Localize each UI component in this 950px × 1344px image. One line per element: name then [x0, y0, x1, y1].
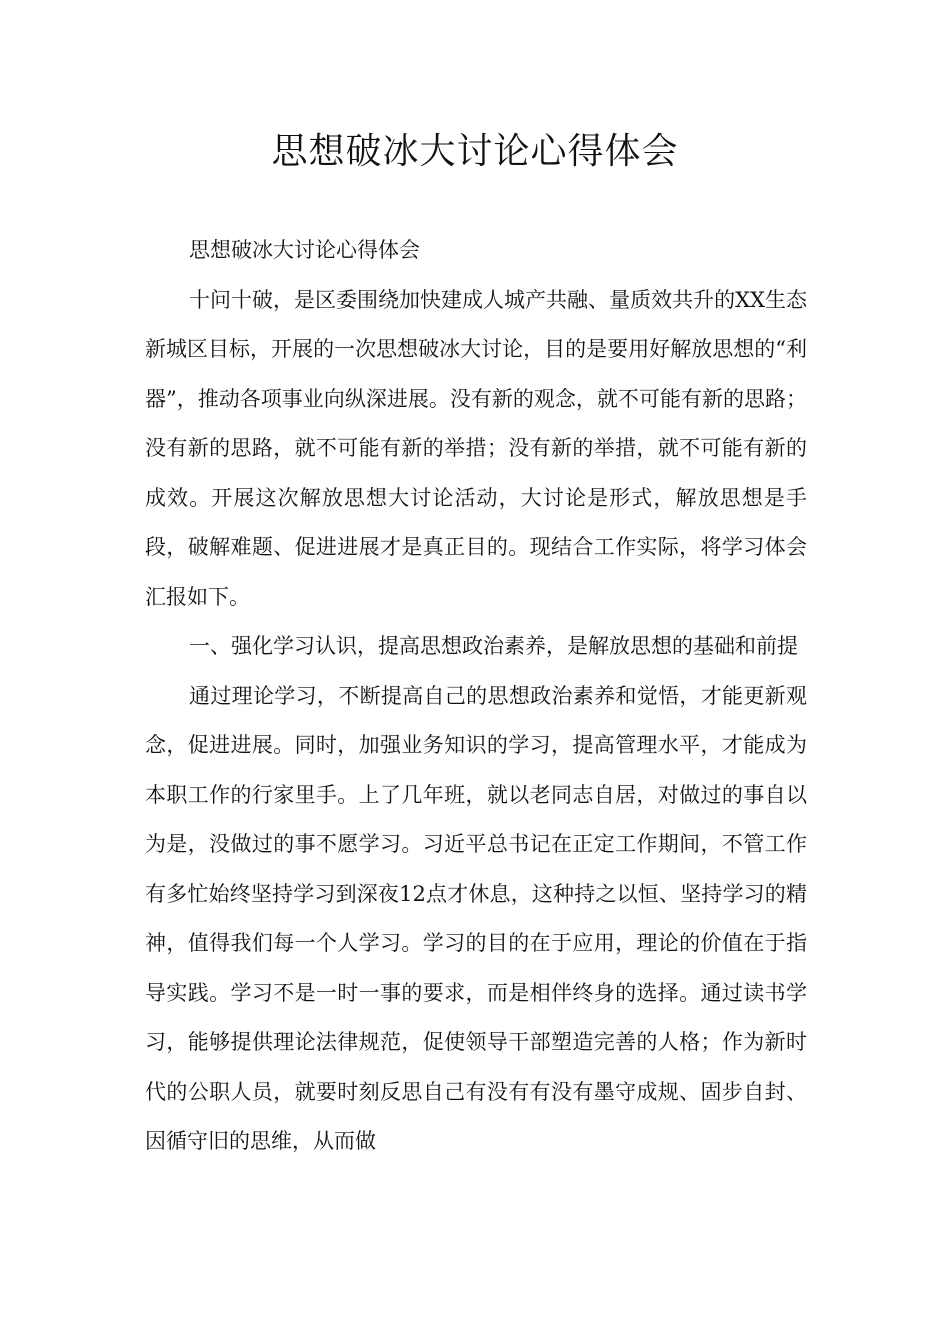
paragraph-section-1: 通过理论学习，不断提高自己的思想政治素养和觉悟，才能更新观念，促进进展。同时，加强业务知识的学习，提高管理水平，才能成为本职工作的行家里手。上了几年班，就以老同志自居，对做过的事自以为是，没做过的事不愿学习。习近平总书记在正定工作期间，不管工作有多忙始终坚持学习到深夜12点才休息，这种持之以恒、坚持学习的精神，值得我们每一个人学习。学习的目的在于应用，理论的价值在于指导实践。学习不是一时一事的要求，而是相伴终身的选择。通过读书学习，能够提供理论法律规范，促使领导干部塑造完善的人格；作为新时代的公职人员，就要时刻反思自己有没有有没有墨守成规、固步自封、因循守旧的思维，从而做	[145, 683, 807, 1153]
section-heading-1: 一、强化学习认识，提高思想政治素养，是解放思想的基础和前提	[189, 634, 798, 658]
document-body	[145, 226, 807, 1167]
paragraph-intro: 十问十破，是区委围绕加快建成人城产共融、量质效共升的XX生态新城区目标，开展的一次思想破冰大讨论，目的是要用好解放思想的“利器”，推动各项事业向纵深进展。没有新的观念，就不可能有新的思路；没有新的思路，就不可能有新的举措；没有新的举措，就不可能有新的成效。开展这次解放思想大讨论活动，大讨论是形式，解放思想是手段，破解难题、促进进展才是真正目的。现结合工作实际，将学习体会汇报如下。	[145, 287, 807, 609]
paragraph-subtitle: 思想破冰大讨论心得体会	[189, 238, 420, 262]
document-title: 思想破冰大讨论心得体会	[271, 131, 679, 172]
